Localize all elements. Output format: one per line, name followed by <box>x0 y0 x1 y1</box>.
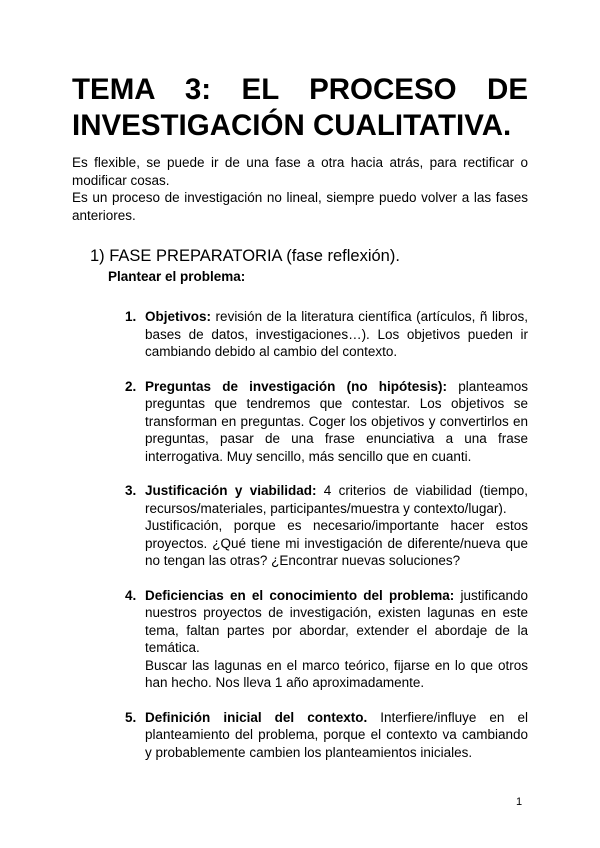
item-body <box>145 308 528 361</box>
item-text: 4 criterios de viabilidad (tiempo, recursos/materiales, participantes/muestra y contexto/lugar). <box>145 483 528 516</box>
item-title: Definición inicial del contexto. <box>145 709 368 725</box>
document-title <box>72 72 528 144</box>
list-item <box>125 378 528 466</box>
item-body <box>145 587 528 657</box>
intro-paragraph: Es un proceso de investigación no lineal, siempre puedo volver a las fases anteriores. <box>72 190 528 223</box>
item-title: Justificación y viabilidad: <box>145 483 317 498</box>
item-title: Objetivos: <box>145 309 212 324</box>
item-number: 2. <box>125 378 137 394</box>
item-body <box>145 482 528 517</box>
item-text: revisión de la literatura científica (artículos, ñ libros, bases de datos, investigaciones…). Los objetivos pueden ir cambiando debido al cambio del contexto. <box>145 309 528 359</box>
section-heading: 1) FASE PREPARATORIA (fase reflexión). <box>90 247 400 265</box>
item-number: 5. <box>125 709 137 725</box>
document-page <box>72 72 528 761</box>
subheading: Plantear el problema: <box>108 269 246 284</box>
item-text: planteamos preguntas que tendremos que contestar. Los objetivos se transforman en preguntas. Coger los objetivos y convertirlos en preguntas, pasar de una frase enunciativa a una frase interrogativa. Muy sencillo, más sencillo que en cuanti. <box>145 378 528 464</box>
item-body <box>145 378 528 466</box>
item-text: justificando nuestros proyectos de investigación, existen lagunas en este tema, faltan partes por abordar, extender el abordaje de la temática. <box>145 587 528 655</box>
item-list <box>72 308 528 761</box>
title-line-1: TEMA 3: EL PROCESO DE <box>72 73 528 106</box>
item-title: Preguntas de investigación (no hipótesis): <box>145 378 448 394</box>
list-item <box>125 709 529 762</box>
list-item <box>125 587 528 692</box>
item-body <box>145 709 528 762</box>
list-item <box>125 482 528 570</box>
page-number: 1 <box>516 796 523 808</box>
intro-paragraph: Es flexible, se puede ir de una fase a otra hacia atrás, para rectificar o modificar cosas. <box>72 155 528 188</box>
title-line-2: INVESTIGACIÓN CUALITATIVA. <box>72 109 512 142</box>
list-item <box>125 308 528 361</box>
item-title: Deficiencias en el conocimiento del problema: <box>145 587 455 603</box>
item-number: 3. <box>125 483 137 498</box>
item-extra: Justificación, porque es necesario/importante hacer estos proyectos. ¿Qué tiene mi investigación de diferente/nueva que no tengan las otras? ¿Encontrar nuevas soluciones? <box>145 518 528 568</box>
item-number: 1. <box>125 309 137 324</box>
intro-paragraphs <box>72 154 528 224</box>
item-text: Interfiere/influye en el planteamiento del problema, porque el contexto va cambiando y probablemente cambien los planteamientos iniciales. <box>145 709 529 760</box>
item-extra: Buscar las lagunas en el marco teórico, fijarse en lo que otros han hecho. Nos lleva 1 año aproximadamente. <box>145 657 528 690</box>
item-number: 4. <box>125 587 137 603</box>
